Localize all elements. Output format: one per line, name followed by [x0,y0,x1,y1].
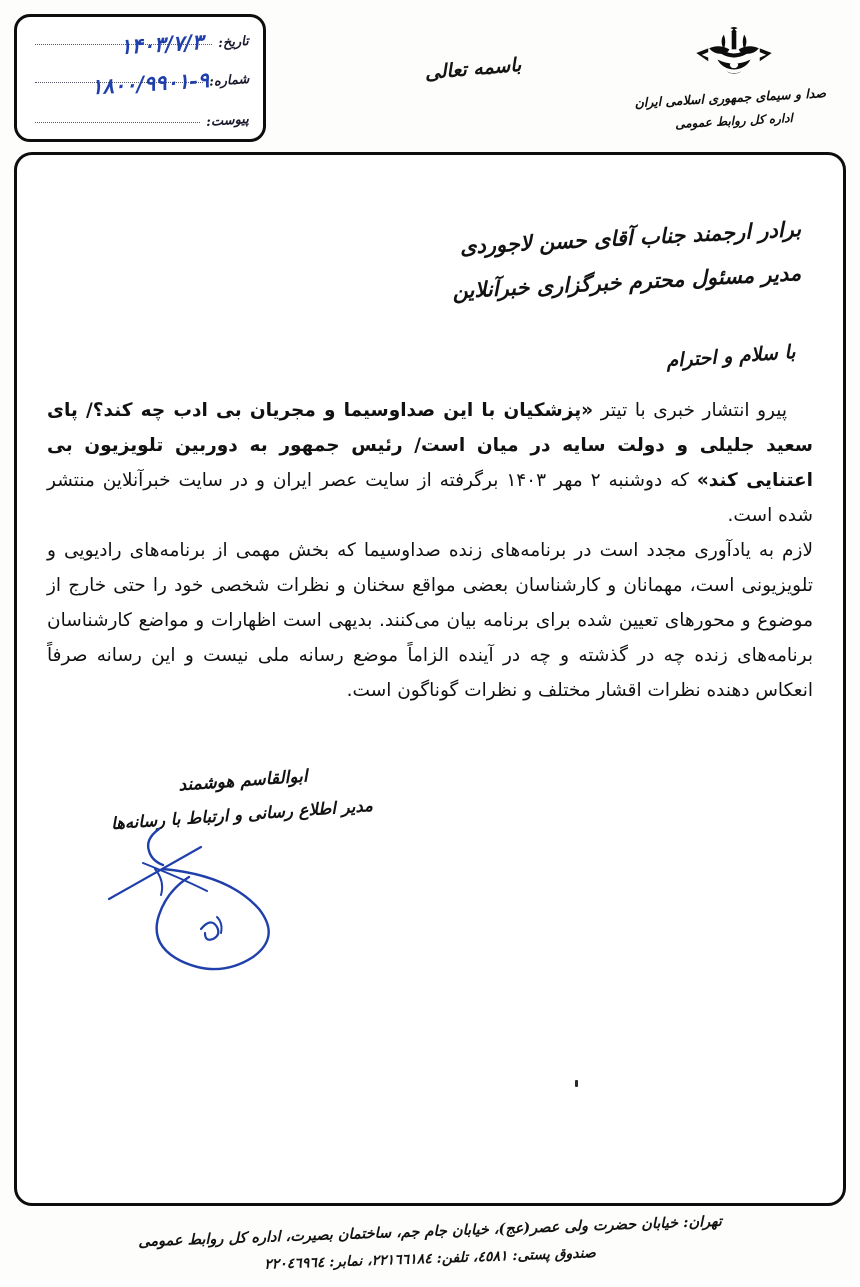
header-stamp-box [14,14,266,142]
attachment-field-dotted-rule [35,111,200,123]
iran-emblem-icon [688,24,780,82]
letter-body-box [14,152,846,1206]
attachment-field-label: پیوست: [205,112,250,130]
addressee-name: برادر ارجمند جناب آقای حسن لاجوردی [459,216,802,259]
organization-wordmark: صدا و سیمای جمهوری اسلامی ایران [634,85,827,111]
handwritten-signature [97,825,327,975]
number-field-value: ۱۸۰۰/۹۹۰۱-۹ [90,67,210,100]
number-field-label: شماره: [208,72,250,90]
number-field-row [33,67,250,100]
signature-block [110,766,374,834]
signatory-name: ابوالقاسم هوشمند [177,766,309,796]
organization-department: اداره کل روابط عمومی [674,110,794,131]
footer-contact: صندوق پستی: ٤٥٨١، تلفن: ٢٢١٦٦١٨٤، نمابر: ٢٢٠٤٦٩٦٤ [263,1244,597,1273]
date-field-row [33,29,250,60]
signatory-title: مدیر اطلاع رسانی و ارتباط با رسانه‌ها [110,795,374,834]
body-paragraph-2: لازم به یادآوری مجدد است در برنامه‌های زنده صداوسیما که بخش مهمی از برنامه‌های رادیویی و تلویزیونی است، مهمانان و کارشناسان بعضی مواقع سخنان و نظرات شخصی خود را حتی خارج از موضوع و محورهای تعیین شده برای برنامه بیان می‌کنند. بدیهی است اظهارات و مواضع کارشناسان برنامه‌های زنده چه در گذشته و چه در آینده الزاماً موضع رسانه ملی نیست و این رسانه صرفاً انعکاس دهنده نظرات اقشار مختلف و نظرات گوناگون است. [47,540,813,701]
date-field-label: تاریخ: [217,34,250,52]
paragraph-1-prefix: پیرو انتشار خبری با تیتر [593,400,787,421]
addressee-block [451,207,802,304]
addressee-title: مدیر مسئول محترم خبرگزاری خبرآنلاین [451,260,802,304]
organization-logo-block [634,24,827,133]
attachment-field-row [33,111,250,130]
page-speck [575,1080,578,1087]
footer-block [0,1212,860,1273]
letter-text-content [47,393,813,708]
salutation-text: با سلام و احترام [665,341,796,373]
footer-address: تهران: خیابان حضرت ولی عصر(عج)، خیابان جام جم، ساختمان بصیرت، اداره کل روابط عمومی [137,1212,723,1251]
paragraph-1-suffix: که دوشنبه ۲ مهر ۱۴۰۳ برگرفته از سایت عصر ایران و در سایت خبرآنلاین منتشر شده است. [47,470,813,526]
body-paragraph-1 [47,393,813,533]
news-headline-quote: «پزشکیان با این صداوسیما و مجریان بی ادب چه کند؟/ پای سعید جلیلی و دولت سایه در میان است/ رئیس جمهور به دوربین تلویزیون بی اعتنایی کند» [47,400,813,491]
basmala-text: باسمه تعالی [423,53,523,85]
date-field-value: ۱۴۰۳/۷/۳ [119,29,204,60]
